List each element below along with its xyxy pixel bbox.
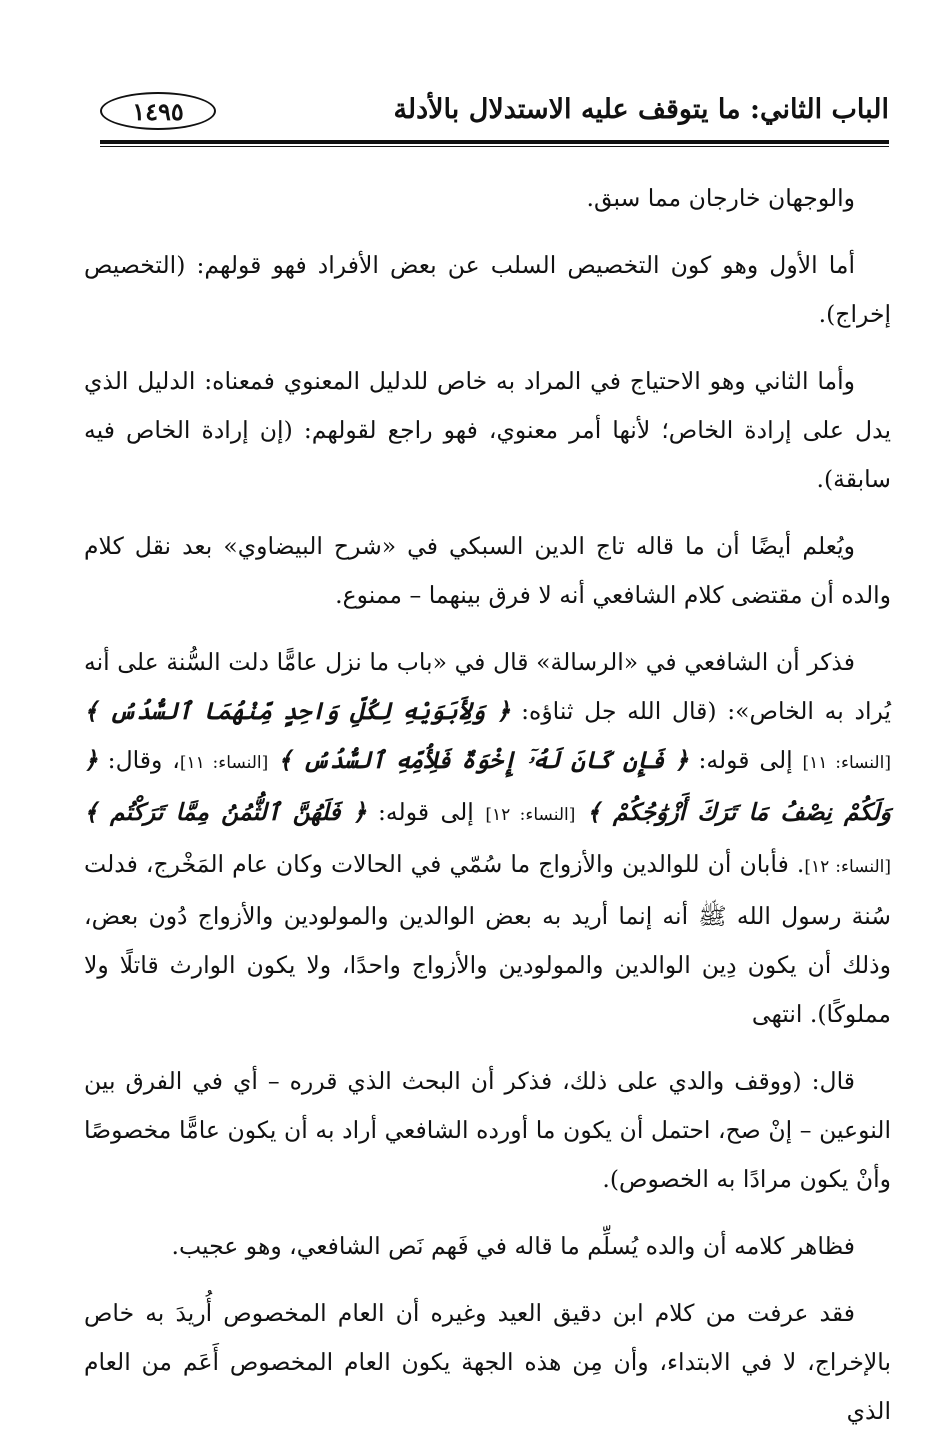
page-header bbox=[100, 88, 889, 140]
page-number-badge bbox=[100, 92, 216, 130]
paragraph: أما الأول وهو كون التخصيص السلب عن بعض الأفراد فهو قولهم: (التخصيص إخراج). bbox=[84, 251, 891, 328]
header-rule-thick bbox=[100, 140, 889, 144]
paragraph: والوجهان خارجان مما سبق. bbox=[586, 184, 855, 212]
paragraph: وأما الثاني وهو الاحتياج في المراد به خاص للدليل المعنوي فمعناه: الدليل الذي يدل على إرادة الخاص؛ لأنها أمر معنوي، فهو راجع لقولهم: (إن إرادة الخاص فيه سابقة). bbox=[84, 367, 891, 493]
header-rule-thin bbox=[100, 146, 889, 147]
quran-verse: ﴿ وَلِأَبَوَيْهِ لِكُلِّ وَاحِدٍ مِّنْهُمَا ٱلسُّدُسُ ﴾ bbox=[84, 697, 511, 725]
page-number: ١٤٩٥ bbox=[132, 96, 184, 126]
text-run: إلى قوله: bbox=[378, 798, 474, 826]
page-body bbox=[84, 174, 891, 1454]
text-run: ، وقال: bbox=[107, 746, 180, 774]
paragraph: قال: (ووقف والدي على ذلك، فذكر أن البحث الذي قرره – أي في الفرق بين النوعين – إنْ صح، احتمل أن يكون ما أورده الشافعي أراد به أن يكون عامًّا مخصوصًا وأنْ يكون مرادًا به الخصوص). bbox=[84, 1067, 891, 1193]
quran-verse: ﴿ وَلَكُمْ نِصْفُ مَا تَرَكَ أَزْوَٰجُكُمْ ﴾ bbox=[84, 746, 892, 826]
verse-citation: [النساء: ١٢] bbox=[804, 857, 892, 877]
paragraph: ويُعلم أيضًا أن ما قاله تاج الدين السبكي في «شرح البيضاوي» بعد نقل كلام والده أن مقتضى كلام الشافعي أنه لا فرق بينهما – ممنوع. bbox=[84, 532, 891, 609]
text-run: فذكر أن الشافعي في «الرسالة» قال في «باب ما نزل عامًّا دلت السُّنة على أنه يُراد به الخاص»: (قال الله جل ثناؤه: bbox=[84, 648, 891, 725]
verse-citation: [النساء: ١١] bbox=[179, 753, 269, 773]
verse-citation: [النساء: ١١] bbox=[802, 753, 891, 773]
shafii-quote-paragraph bbox=[84, 638, 891, 1039]
paragraph: فظاهر كلامه أن والده يُسلِّم ما قاله في فَهم نَص الشافعي، وهو عجيب. bbox=[171, 1232, 855, 1260]
quran-verse: ﴿ فَلَهُنَّ ٱلثُّمُنُ مِمَّا تَرَكْتُم ﴾ bbox=[84, 798, 367, 826]
text-run: إلى قوله: bbox=[698, 746, 793, 774]
paragraph: فقد عرفت من كلام ابن دقيق العيد وغيره أن العام المخصوص أُريدَ به خاص بالإخراج، لا في الابتداء، وأن مِن هذه الجهة يكون العام المخصوص أَعَم من العام الذي bbox=[84, 1299, 891, 1425]
verse-citation: [النساء: ١٢] bbox=[485, 805, 576, 825]
running-title: الباب الثاني: ما يتوقف عليه الاستدلال بالأدلة bbox=[393, 94, 889, 125]
quran-verse: ﴿ فَإِن كَانَ لَهُۥٓ إِخْوَةٌ فَلِأُمِّهِ ٱلسُّدُسُ ﴾ bbox=[278, 746, 689, 774]
text-run: . فأبان أن للوالدين والأزواج ما سُمّي في الحالات وكان عام المَخْرج، فدلت سُنة رسول الله ﷺ أنه إنما أريد به بعض الوالدين والمولودين والأزواج دُون بعض، وذلك أن يكون دِين الوالدين والمولودين والأزواج واحدًا، ولا يكون الوارث قاتلًا ولا مملوكًا). انتهى bbox=[84, 850, 891, 1028]
